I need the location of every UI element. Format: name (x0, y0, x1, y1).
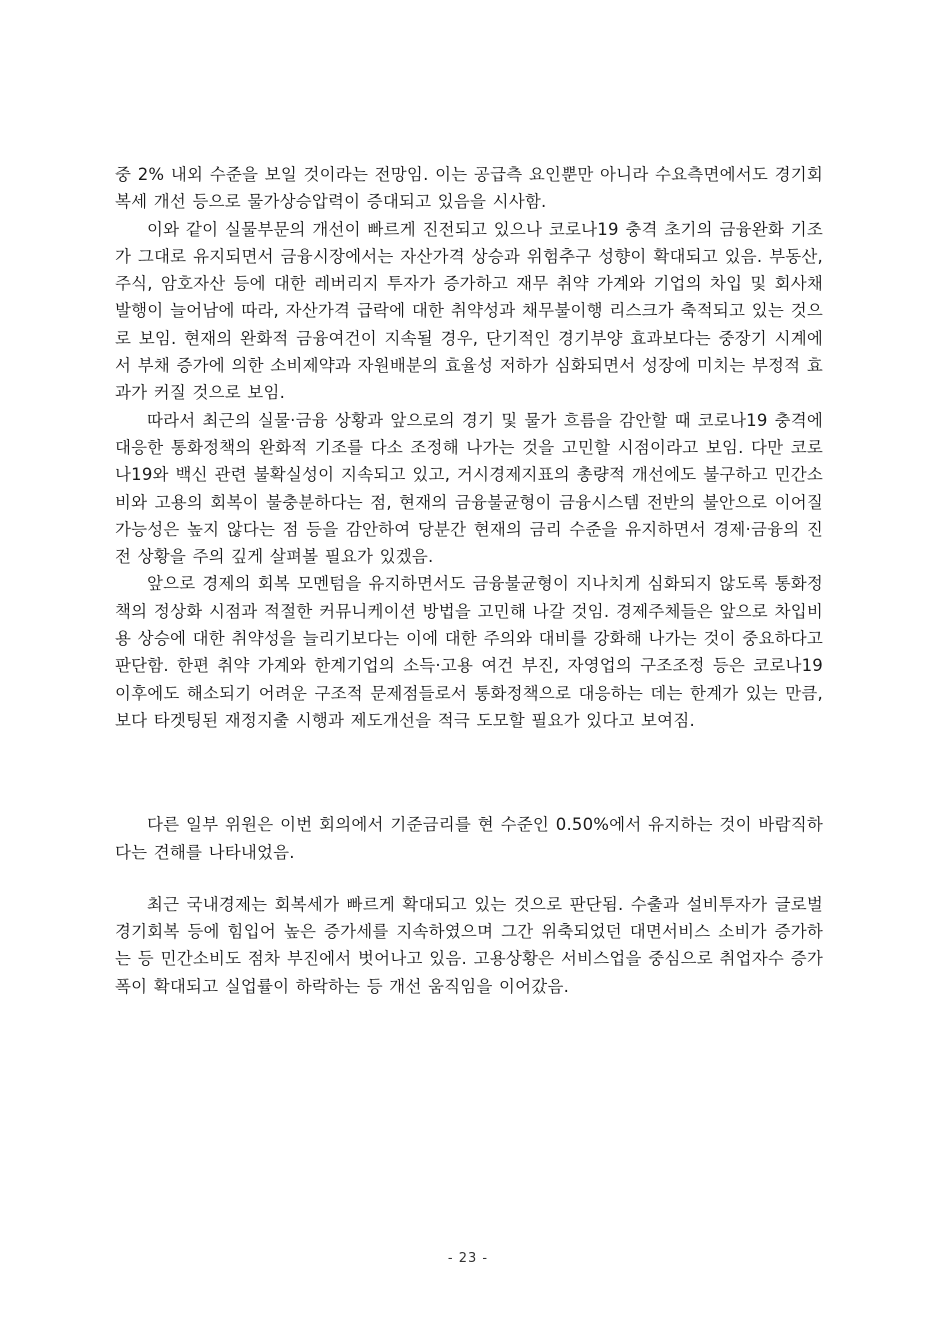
page-number: - 23 - (447, 1251, 489, 1266)
paragraph-normalization-communication: 앞으로 경제의 회복 모멘텀을 유지하면서도 금융불균형이 지나치게 심화되지 않도록 통화정책의 정상화 시점과 적절한 커뮤니케이션 방법을 고민해 나갈 것임. 경제주체들은 앞으로 차입비용 상승에 대한 취약성을 늘리기보다는 이에 대한 주의와 대비를 강화해 나가는 것이 중요하다고 판단함. 한편 취약 가계와 한계기업의 소득·고용 여건 부진, 자영업의 구조조정 등은 코로나19 이후에도 해소되기 어려운 구조적 문제점들로서 통화정책으로 대응하는 데는 한계가 있는 만큼, 보다 타겟팅된 재정지출 시행과 제도개선을 적극 도모할 필요가 있다고 보여짐. (115, 574, 823, 730)
paragraph-domestic-economy: 최근 국내경제는 회복세가 빠르게 확대되고 있는 것으로 판단됨. 수출과 설비투자가 글로벌 경기회복 등에 힘입어 높은 증가세를 지속하였으며 그간 위축되었던 대면서비스 소비가 증가하는 등 민간소비도 점차 부진에서 벗어나고 있음. 고용상황은 서비스업을 중심으로 취업자수 증가폭이 확대되고 실업률이 하락하는 등 개선 움직임을 이어갔음. (115, 894, 823, 996)
paragraph-inflation-outlook: 중 2% 내외 수준을 보일 것이라는 전망임. 이는 공급측 요인뿐만 아니라 수요측면에서도 경기회복세 개선 등으로 물가상승압력이 증대되고 있음을 시사함. (115, 165, 823, 212)
document-body (115, 161, 823, 1000)
paragraph-policy-adjustment: 따라서 최근의 실물·금융 상황과 앞으로의 경기 및 물가 흐름을 감안할 때 코로나19 충격에 대응한 통화정책의 완화적 기조를 다소 조정해 나가는 것을 고민할 시점이라고 보임. 다만 코로나19와 백신 관련 불확실성이 지속되고 있고, 거시경제지표의 총량적 개선에도 불구하고 민간소비와 고용의 회복이 불충분하다는 점, 현재의 금융불균형이 금융시스템 전반의 불안으로 이어질 가능성은 높지 않다는 점 등을 감안하여 당분간 현재의 금리 수준을 유지하면서 경제·금융의 진전 상황을 주의 깊게 살펴볼 필요가 있겠음. (115, 410, 823, 567)
paragraph-another-member-view: 다른 일부 위원은 이번 회의에서 기준금리를 현 수준인 0.50%에서 유지하는 것이 바람직하다는 견해를 나타내었음. (115, 815, 823, 862)
paragraph-financial-risk: 이와 같이 실물부문의 개선이 빠르게 진전되고 있으나 코로나19 충격 초기의 금융완화 기조가 그대로 유지되면서 금융시장에서는 자산가격 상승과 위험추구 성향이 확대되고 있음. 부동산, 주식, 암호자산 등에 대한 레버리지 투자가 증가하고 재무 취약 가계와 기업의 차입 및 회사채 발행이 늘어남에 따라, 자산가격 급락에 대한 취약성과 채무불이행 리스크가 축적되고 있는 것으로 보임. 현재의 완화적 금융여건이 지속될 경우, 단기적인 경기부양 효과보다는 중장기 시계에서 부채 증가에 의한 소비제약과 자원배분의 효율성 저하가 심화되면서 성장에 미치는 부정적 효과가 커질 것으로 보임. (115, 219, 823, 403)
